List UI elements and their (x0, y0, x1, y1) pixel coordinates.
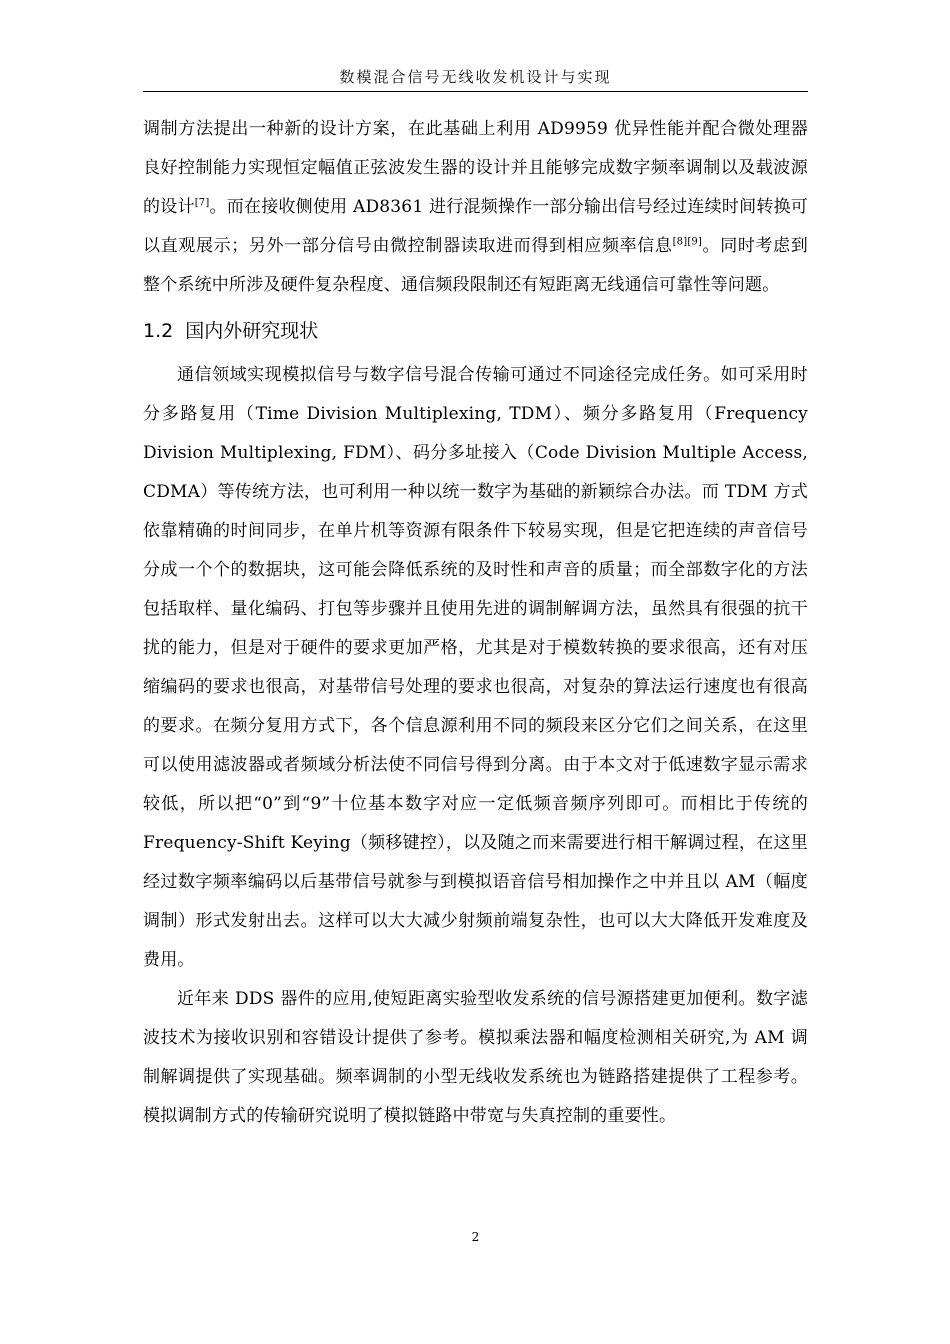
page-number: 2 (471, 1230, 480, 1244)
citation-ref: [8][9] (672, 236, 703, 248)
section-title: 国内外研究现状 (185, 320, 319, 342)
paragraph-text: 。而在接收侧使用 AD8361 进行混频操作一部分输出信号经过连续时间转换可以直观展示；另外一部分信号由微控制器读取进而得到相应频率信息 (143, 197, 809, 256)
paragraph: 近年来 DDS 器件的应用,使短距离实验型收发系统的信号源搭建更加便利。数字滤波技术为接收识别和容错设计提供了参考。模拟乘法器和幅度检测相关研究,为 AM 调制解调提供了实现基础。频率调制的小型无线收发系统也为链路搭建提供了工程参考。模拟调制方式的传输研究说明了模拟链路中带宽与失真控制的重要性。 (143, 989, 808, 1126)
running-header: 数模混合信号无线收发机设计与实现 (339, 68, 612, 86)
paragraph-text: 。同时考虑到整个系统中所涉及硬件复杂程度、通信频段限制还有短距离无线通信可靠性等问题。 (143, 236, 809, 295)
paragraph: 通信领域实现模拟信号与数字信号混合传输可通过不同途径完成任务。如可采用时分多路复用（Time Division Multiplexing, TDM）、频分多路复用（Frequency Division Multiplexing, FDM）、码分多址接入（Code Division Multiple Access, CDMA）等传统方法，也可利用一种以统一数字为基础的新颖综合办法。而 TDM 方式依靠精确的时间同步，在单片机等资源有限条件下较易实现，但是它把连续的声音信号分成一个个的数据块，这可能会降低系统的及时性和声音的质量；而全部数字化的方法包括取样、量化编码、打包等步骤并且使用先进的调制解调方法，虽然具有很强的抗干扰的能力，但是对于硬件的要求更加严格，尤其是对于模数转换的要求很高，还有对压缩编码的要求也很高，对基带信号处理的要求也很高，对复杂的算法运行速度也有很高的要求。在频分复用方式下，各个信息源利用不同的频段来区分它们之间关系，在这里可以使用滤波器或者频域分析法使不同信号得到分离。由于本文对于低速数字显示需求较低，所以把“0”到“9”十位基本数字对应一定低频音频序列即可。而相比于传统的 Frequency-Shift Keying（频移键控），以及随之而来需要进行相干解调过程，在这里经过数字频率编码以后基带信号就参与到模拟语音信号相加操作之中并且以 AM（幅度调制）形式发射出去。这样可以大大减少射频前端复杂性，也可以大大降低开发难度及费用。 (143, 365, 808, 970)
paragraph-continued (143, 110, 808, 305)
citation-ref: [7] (194, 197, 210, 209)
section-number: 1.2 (143, 320, 174, 342)
section-heading (143, 312, 808, 350)
page-body (143, 110, 808, 1136)
paragraph-text: 调制方法提出一种新的设计方案，在此基础上利用 AD9959 优异性能并配合微处理器良好控制能力实现恒定幅值正弦波发生器的设计并且能够完成数字频率调制以及载波源的设计 (143, 119, 808, 217)
header-rule (143, 91, 808, 92)
